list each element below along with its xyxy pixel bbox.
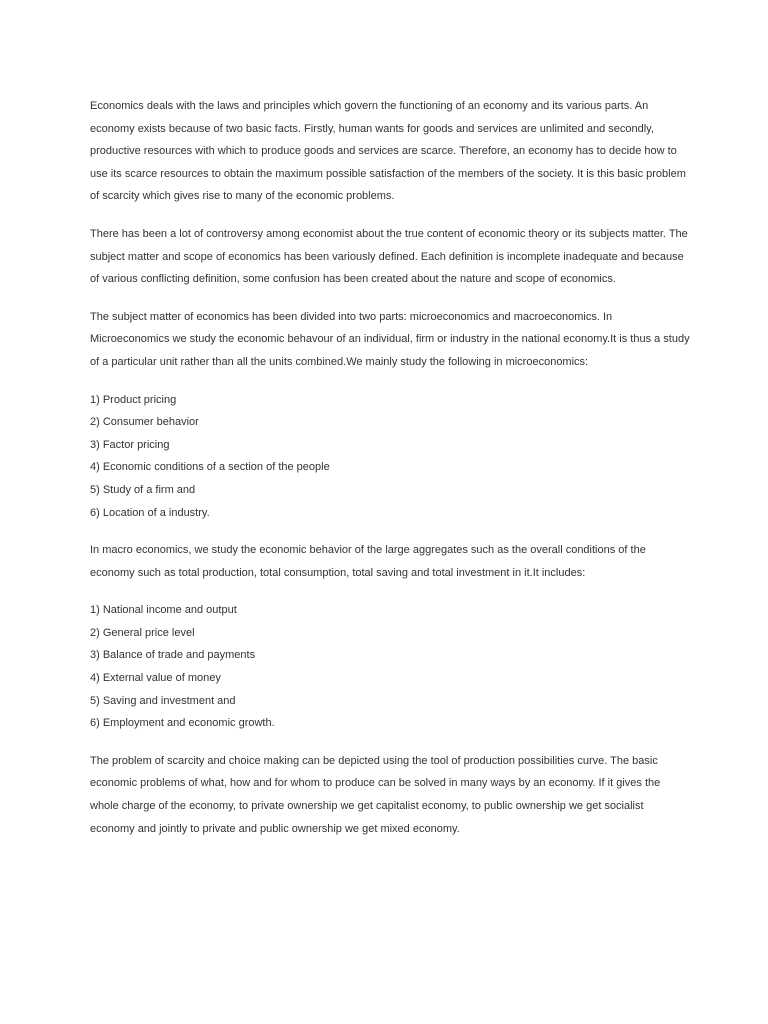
list-item: 6) Location of a industry. bbox=[90, 506, 210, 519]
document-body bbox=[90, 95, 690, 855]
list-item: 3) Balance of trade and payments bbox=[90, 649, 256, 662]
list-item: 4) External value of money bbox=[90, 672, 221, 685]
list-item: 2) General price level bbox=[90, 626, 195, 639]
paragraph-subject-matter: The subject matter of economics has been divided into two parts: microeconomics and macroeconomics. In Microeconomics we study the economic behavour of an individual, firm or industry in the national economy.It is thus a study of a particular unit rather than all the units combined.We mainly study the following in microeconomics: bbox=[90, 310, 690, 368]
paragraph-intro: Economics deals with the laws and principles which govern the functioning of an economy and its various parts. An economy exists because of two basic facts. Firstly, human wants for goods and services are unlimited and secondly, productive resources with which to produce goods and services are scarce. Therefore, an economy has to decide how to use its scarce resources to obtain the maximum possible satisfaction of the members of the society. It is this basic problem of scarcity which gives rise to many of the economic problems. bbox=[90, 100, 686, 203]
list-item: 1) Product pricing bbox=[90, 393, 177, 406]
list-item: 2) Consumer behavior bbox=[90, 416, 199, 429]
microeconomics-list bbox=[90, 389, 690, 525]
paragraph-macroeconomics: In macro economics, we study the economic behavior of the large aggregates such as the overall conditions of the economy such as total production, total consumption, total saving and total investment in it.It includes: bbox=[90, 544, 646, 579]
list-item: 5) Study of a firm and bbox=[90, 483, 196, 496]
list-item: 1) National income and output bbox=[90, 604, 237, 617]
macroeconomics-list bbox=[90, 599, 690, 735]
list-item: 4) Economic conditions of a section of the people bbox=[90, 461, 330, 474]
list-item: 5) Saving and investment and bbox=[90, 694, 236, 707]
paragraph-scarcity: The problem of scarcity and choice making can be depicted using the tool of production possibilities curve. The basic economic problems of what, how and for whom to produce can be solved in many ways by an economy. If it gives the whole charge of the economy, to private ownership we get capitalist economy, to public ownership we get socialist economy and jointly to private and public ownership we get mixed economy. bbox=[90, 754, 661, 835]
list-item: 6) Employment and economic growth. bbox=[90, 717, 275, 730]
list-item: 3) Factor pricing bbox=[90, 438, 170, 451]
paragraph-controversy: There has been a lot of controversy among economist about the true content of economic theory or its subjects matter. The subject matter and scope of economics has been variously defined. Each definition is incomplete inadequate and because of various conflicting definition, some confusion has been created about the nature and scope of economics. bbox=[90, 227, 688, 286]
